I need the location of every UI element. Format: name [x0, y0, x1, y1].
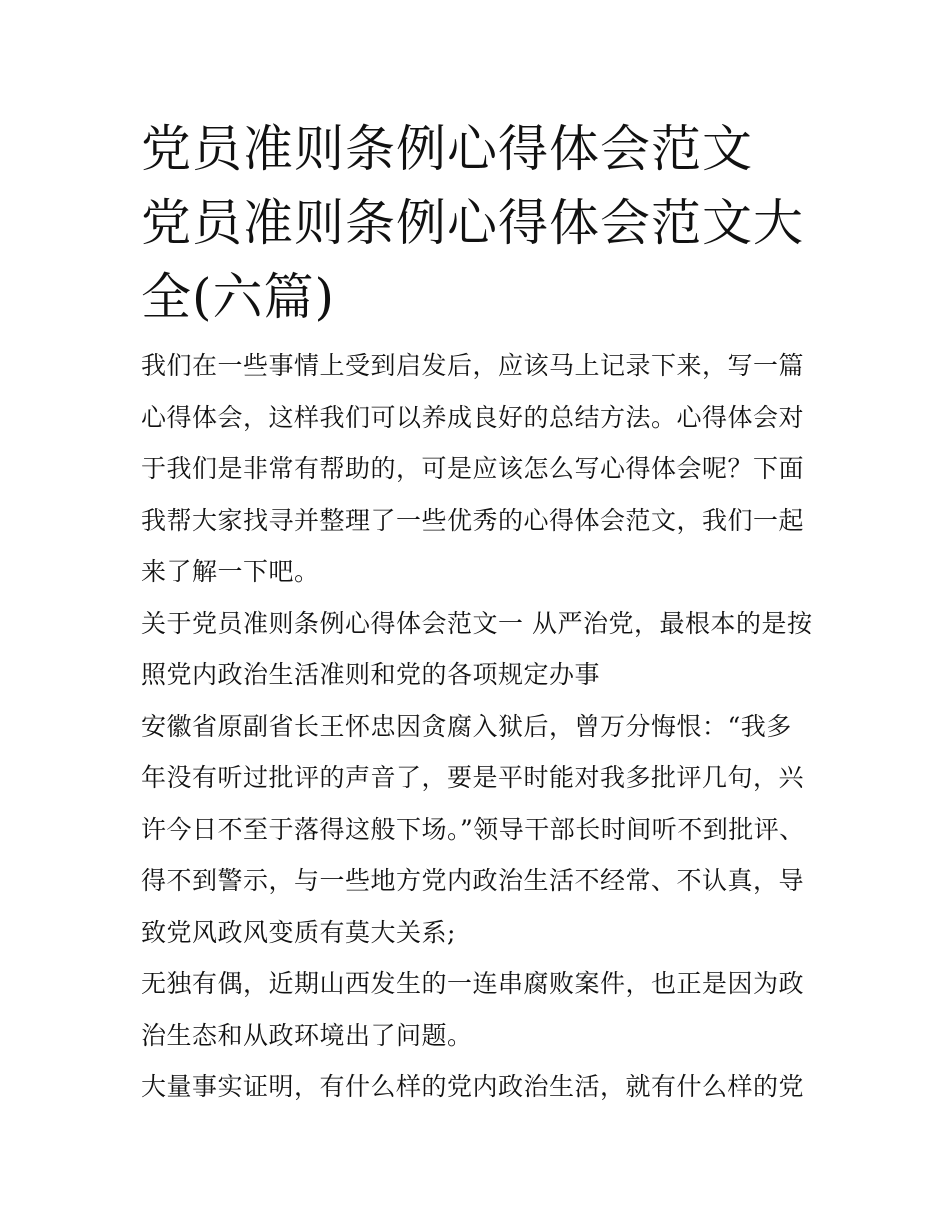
paragraph-facts: 大量事实证明，有什么样的党内政治生活，就有什么样的党 [141, 1072, 805, 1101]
document-page [141, 112, 813, 1113]
paragraph-anhui-case: 安徽省原副省长王怀忠因贪腐入狱后，曾万分悔恨：“我多年没有听过批评的声音了，要是平时能对我多批评几句，兴许今日不至于落得这般下场。”领导干部长时间听不到批评、得不到警示，与一些地方党内政治生活不经常、不认真，导致党风政风变质有莫大关系; [141, 711, 805, 947]
document-title: 党员准则条例心得体会范文 党员准则条例心得体会范文大全(六篇) [141, 120, 804, 326]
paragraph-shanxi-case: 无独有偶，近期山西发生的一连串腐败案件，也正是因为政治生态和从政环境出了问题。 [141, 969, 805, 1050]
paragraph-intro: 我们在一些事情上受到启发后，应该马上记录下来，写一篇心得体会，这样我们可以养成良好的总结方法。心得体会对于我们是非常有帮助的，可是应该怎么写心得体会呢？下面我帮大家找寻并整理了一些优秀的心得体会范文，我们一起来了解一下吧。 [141, 351, 805, 586]
paragraph-section-heading: 关于党员准则条例心得体会范文一 从严治党，最根本的是按照党内政治生活准则和党的各项规定办事 [141, 608, 813, 689]
